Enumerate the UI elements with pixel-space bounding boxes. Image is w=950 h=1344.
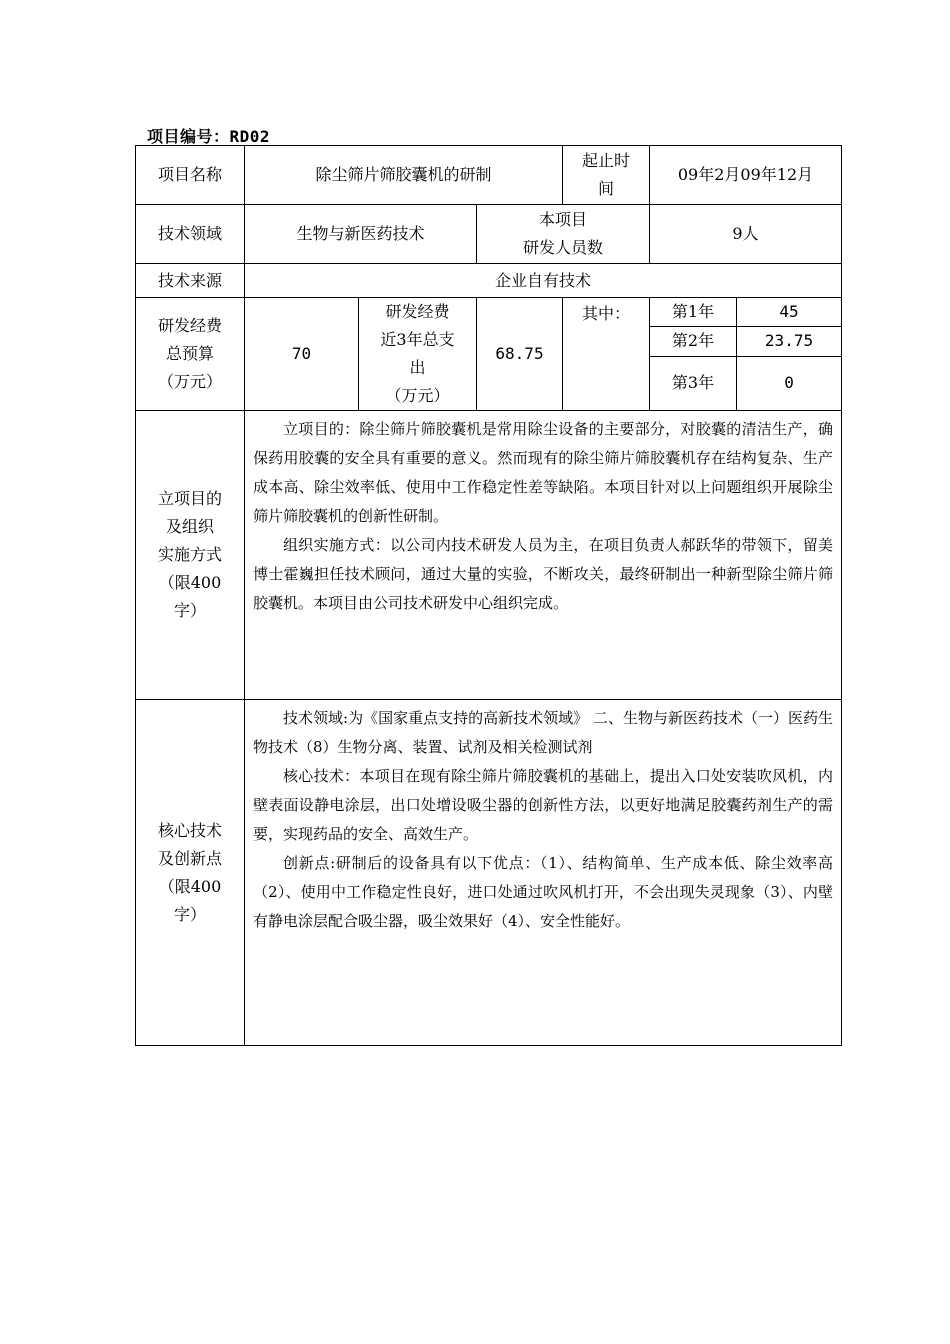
spend-label: 研发经费 近3年总支 出 （万元） bbox=[359, 298, 477, 411]
tech-field-label: 技术领域 bbox=[136, 205, 245, 264]
row-purpose bbox=[136, 411, 842, 700]
innovation-paragraph: 创新点:研制后的设备具有以下优点：（1）、结构简单、生产成本低、除尘效率高（2）、使用中工作稳定性良好，进口处通过吹风机打开，不会出现失灵现象（3）、内壁有静电涂层配合吸尘器，吸尘效果好（4）、安全性能好。 bbox=[253, 854, 834, 930]
staff-value: 9人 bbox=[650, 205, 842, 264]
year-3-value: 0 bbox=[737, 356, 842, 411]
row-tech-source bbox=[136, 264, 842, 298]
of-which-label: 其中： bbox=[563, 298, 650, 411]
budget-value: 70 bbox=[245, 298, 359, 411]
period-label: 起止时 间 bbox=[563, 146, 650, 205]
year-1-value: 45 bbox=[737, 298, 842, 327]
year-2-label: 第2年 bbox=[650, 327, 737, 356]
year-3-label: 第3年 bbox=[650, 356, 737, 411]
project-name-label: 项目名称 bbox=[136, 146, 245, 205]
year-2-value: 23.75 bbox=[737, 327, 842, 356]
organization-paragraph: 组织实施方式：以公司内技术研发人员为主，在项目负责人郝跃华的带领下，留美博士霍巍担任技术顾问，通过大量的实验，不断攻关，最终研制出一种新型除尘筛片筛胶囊机。本项目由公司技术研发中心组织完成。 bbox=[253, 536, 834, 612]
core-tech-content bbox=[245, 700, 842, 1046]
row-tech-field bbox=[136, 205, 842, 264]
core-tech-paragraph: 核心技术：本项目在现有除尘筛片筛胶囊机的基础上，提出入口处安装吹风机，内壁表面设静电涂层，出口处增设吸尘器的创新性方法，以更好地满足胶囊药剂生产的需要，实现药品的安全、高效生产。 bbox=[253, 767, 834, 843]
spend-value: 68.75 bbox=[477, 298, 563, 411]
tech-field-paragraph: 技术领域:为《国家重点支持的高新技术领域》 二、生物与新医药技术（一）医药生物技术（8）生物分离、装置、试剂及相关检测试剂 bbox=[253, 709, 834, 756]
tech-source-value: 企业自有技术 bbox=[245, 264, 842, 298]
staff-label: 本项目 研发人员数 bbox=[477, 205, 650, 264]
tech-field-value: 生物与新医药技术 bbox=[245, 205, 477, 264]
project-form-table bbox=[135, 145, 842, 1046]
row-budget bbox=[136, 298, 842, 327]
project-number-header bbox=[147, 124, 270, 147]
project-number-value: RD02 bbox=[229, 127, 271, 146]
row-core-tech bbox=[136, 700, 842, 1046]
year-1-label: 第1年 bbox=[650, 298, 737, 327]
purpose-content bbox=[245, 411, 842, 700]
purpose-paragraph: 立项目的：除尘筛片筛胶囊机是常用除尘设备的主要部分，对胶囊的清洁生产，确保药用胶囊的安全具有重要的意义。然而现有的除尘筛片筛胶囊机存在结构复杂、生产成本高、除尘效率低、使用中工作稳定性差等缺陷。本项目针对以上问题组织开展除尘筛片筛胶囊机的创新性研制。 bbox=[253, 420, 834, 525]
period-value: 09年2月09年12月 bbox=[650, 146, 842, 205]
budget-label: 研发经费 总预算 （万元） bbox=[136, 298, 245, 411]
core-tech-label: 核心技术 及创新点 （限400 字） bbox=[136, 700, 245, 1046]
project-number-label: 项目编号： bbox=[147, 127, 230, 146]
purpose-label: 立项目的 及组织 实施方式 （限400 字） bbox=[136, 411, 245, 700]
tech-source-label: 技术来源 bbox=[136, 264, 245, 298]
project-name-value: 除尘筛片筛胶囊机的研制 bbox=[245, 146, 563, 205]
row-project-name bbox=[136, 146, 842, 205]
